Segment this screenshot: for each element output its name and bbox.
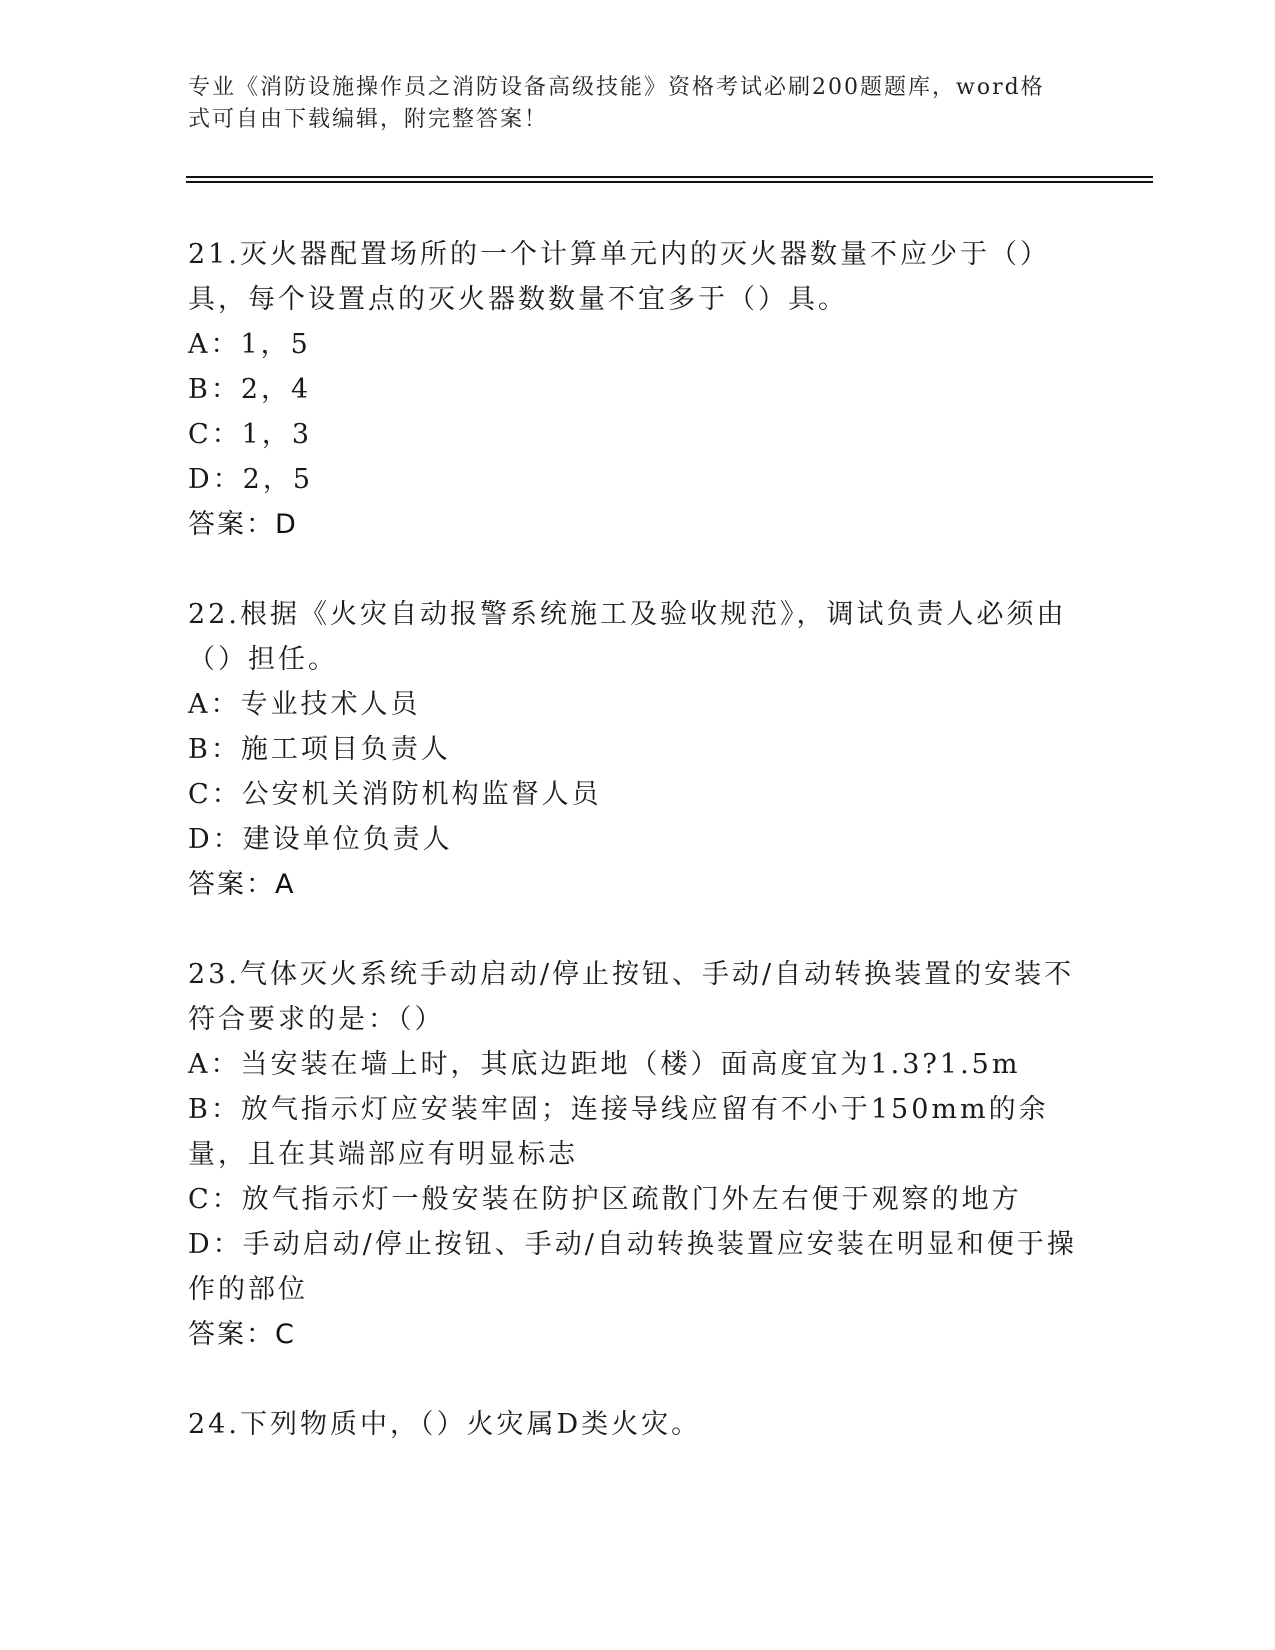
question-stem: 22.根据《火灾自动报警系统施工及验收规范》，调试负责人必须由（）担任。 bbox=[188, 599, 1067, 675]
option-a: A：专业技术人员 bbox=[188, 689, 421, 720]
option-c: C：放气指示灯一般安装在防护区疏散门外左右便于观察的地方 bbox=[188, 1184, 1022, 1215]
option-b: B：施工项目负责人 bbox=[188, 734, 451, 765]
question-22 bbox=[188, 592, 1078, 908]
answer: 答案：A bbox=[188, 869, 296, 900]
question-list bbox=[188, 232, 1078, 1491]
question-24 bbox=[188, 1402, 1078, 1447]
option-c: C：1，3 bbox=[188, 419, 313, 450]
option-a: A：当安装在墙上时，其底边距地（楼）面高度宜为1.3?1.5m bbox=[188, 1049, 1021, 1080]
option-a: A：1，5 bbox=[188, 329, 311, 360]
option-d: D：2，5 bbox=[188, 464, 314, 495]
question-21 bbox=[188, 232, 1078, 548]
question-stem: 24.下列物质中，（）火灾属D类火灾。 bbox=[188, 1409, 702, 1440]
question-23 bbox=[188, 952, 1078, 1358]
header-rule-bottom bbox=[186, 181, 1153, 183]
header-rule-top bbox=[186, 176, 1153, 178]
option-d: D：手动启动/停止按钮、手动/自动转换装置应安装在明显和便于操作的部位 bbox=[188, 1229, 1077, 1305]
question-stem: 23.气体灭火系统手动启动/停止按钮、手动/自动转换装置的安装不符合要求的是：（） bbox=[188, 959, 1075, 1035]
answer: 答案：D bbox=[188, 509, 298, 540]
question-stem: 21.灭火器配置场所的一个计算单元内的灭火器数量不应少于（）具，每个设置点的灭火器数数量不宜多于（）具。 bbox=[188, 239, 1050, 315]
option-b: B：2，4 bbox=[188, 374, 312, 405]
document-header bbox=[188, 72, 1068, 136]
answer: 答案：C bbox=[188, 1319, 296, 1350]
option-c: C：公安机关消防机构监督人员 bbox=[188, 779, 602, 810]
option-d: D：建设单位负责人 bbox=[188, 824, 453, 855]
option-b: B：放气指示灯应安装牢固；连接导线应留有不小于150mm的余量，且在其端部应有明显标志 bbox=[188, 1094, 1049, 1170]
header-text: 专业《消防设施操作员之消防设备高级技能》资格考试必刷200题题库，word格式可自由下载编辑，附完整答案！ bbox=[188, 75, 1045, 132]
